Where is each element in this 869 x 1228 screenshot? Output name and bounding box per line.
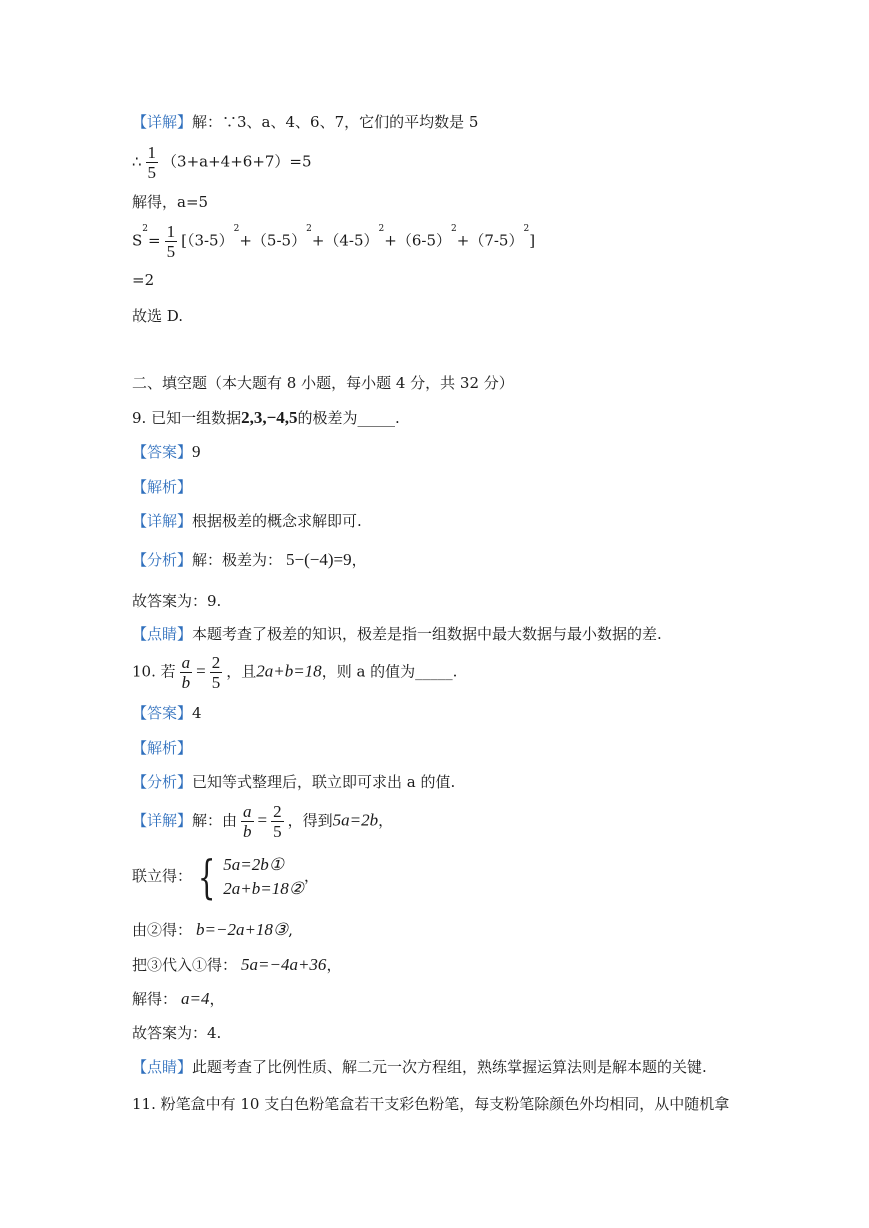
section-tag: 【详解】	[132, 113, 193, 131]
section-tag: 【分析】	[132, 551, 193, 569]
equals-sign: =	[257, 810, 268, 830]
line-text-tail: ，	[209, 990, 225, 1008]
fraction-numerator: a	[181, 653, 191, 672]
solution-line	[132, 306, 183, 326]
answer-line	[132, 703, 202, 723]
line-text: 11. 粉笔盒中有 10 支白色粉笔盒若干支彩色粉笔，每支粉笔除颜色外均相同，从中随机拿	[132, 1095, 730, 1113]
line-text-tail: ，	[378, 811, 394, 830]
line-text: 联立得：	[132, 867, 193, 885]
solution-line	[132, 591, 221, 611]
line-text: 由②得：	[132, 921, 193, 939]
solution-line	[132, 112, 478, 132]
term: ]	[529, 231, 536, 250]
fraction	[210, 653, 223, 692]
question-9	[132, 408, 400, 428]
section-tag: 【详解】	[132, 811, 193, 830]
answer-value: 4	[192, 704, 202, 722]
equals-sign: =	[196, 661, 206, 681]
solution-line	[132, 192, 208, 212]
answer-value: 9	[192, 442, 201, 461]
section-tag: 【解析】	[132, 478, 193, 496]
fraction-numerator: 2	[273, 802, 282, 821]
fraction-denominator: b	[181, 673, 191, 692]
math-expression: a=4	[181, 989, 210, 1008]
line-text: 二、填空题（本大题有 8 小题，每小题 4 分，共 32 分）	[132, 374, 514, 392]
line-text: 已知等式整理后，联立即可求出 a 的值.	[192, 773, 456, 791]
equals-sign: =	[148, 231, 161, 250]
line-text-tail: ，则 a 的值为_____.	[321, 662, 458, 681]
superscript: 2	[142, 224, 149, 234]
fraction-denominator: 5	[211, 673, 221, 692]
answer-line	[132, 442, 201, 462]
variance-line	[132, 222, 535, 261]
solution-line	[132, 989, 225, 1009]
fraction-denominator: b	[243, 822, 252, 841]
fraction	[146, 143, 159, 182]
superscript: 2	[233, 224, 240, 234]
fraction-denominator: 5	[166, 242, 176, 261]
section-tag: 【答案】	[132, 704, 193, 722]
solution-line	[132, 772, 455, 792]
line-text: 9. 已知一组数据	[132, 409, 242, 427]
superscript: 2	[306, 224, 312, 234]
equation-system	[223, 853, 304, 901]
section-tag: 【解析】	[132, 739, 193, 757]
solution-line	[132, 802, 393, 841]
superscript: 2	[378, 224, 385, 234]
fraction	[165, 222, 178, 261]
term: +（5-5）	[239, 231, 307, 250]
solution-line	[132, 270, 154, 290]
solution-line	[132, 1023, 221, 1043]
line-text-tail: ,	[288, 921, 293, 939]
superscript: 2	[451, 224, 457, 234]
fraction-numerator: a	[243, 802, 252, 821]
equation-system-line	[132, 850, 319, 904]
math-expression: 5a=2b	[332, 810, 379, 830]
section-heading	[132, 373, 514, 393]
term: +（7-5）	[456, 231, 524, 250]
equation-1: 5a=2b①	[223, 855, 285, 874]
fraction-numerator: 1	[147, 143, 157, 162]
section-tag: 【点睛】	[132, 625, 193, 643]
section-tag: 【详解】	[132, 512, 193, 530]
equation-2: 2a+b=18②	[223, 879, 304, 898]
section-tag: 【分析】	[132, 773, 193, 791]
line-text-tail: 的极差为_____.	[297, 409, 400, 427]
line-text-tail: ，	[303, 867, 319, 885]
math-expression: b=−2a+18③	[196, 920, 289, 939]
data-set: 2,3,−4,5	[241, 408, 298, 427]
line-text: 解：∵3、a、4、6、7，它们的平均数是 5	[192, 113, 479, 131]
brace-symbol: {	[197, 850, 216, 904]
line-text: 把③代入①得：	[132, 956, 238, 974]
fraction-denominator: 5	[273, 822, 282, 841]
math-expression: 5−(−4)=9	[286, 550, 352, 569]
line-text: 解：极差为：	[192, 551, 283, 569]
math-expression: 2a+b=18	[256, 661, 322, 681]
line-text: 10. 若	[132, 662, 176, 681]
question-11	[132, 1094, 729, 1114]
superscript: 2	[523, 224, 530, 234]
term: +（4-5）	[311, 231, 379, 250]
solution-line	[132, 143, 312, 182]
fraction-numerator: 2	[211, 653, 221, 672]
solution-line	[132, 511, 362, 531]
variance-symbol: S	[132, 231, 143, 250]
line-text-mid: ，得到	[287, 811, 333, 830]
therefore-symbol: ∴	[132, 152, 142, 171]
solution-line	[132, 920, 293, 940]
line-text: 根据极差的概念求解即可.	[192, 512, 362, 530]
math-expression: 5a=−4a+36	[241, 955, 327, 974]
term: +（6-5）	[384, 231, 452, 250]
line-text: 故选 D.	[132, 307, 184, 325]
fraction	[241, 802, 254, 841]
line-text: 解：由	[192, 811, 238, 830]
term: [（3-5）	[181, 231, 234, 250]
solution-line	[132, 955, 341, 975]
line-text: （3+a+4+6+7）=5	[162, 152, 312, 171]
section-tag: 【点睛】	[132, 1058, 193, 1076]
line-text: 本题考查了极差的知识，极差是指一组数据中最大数据与最小数据的差.	[192, 625, 662, 643]
section-tag: 【答案】	[132, 443, 193, 461]
question-10	[132, 653, 457, 692]
line-text: 此题考查了比例性质、解二元一次方程组，熟练掌握运算法则是解本题的关键.	[192, 1058, 707, 1076]
line-text-tail: ，	[326, 956, 342, 974]
line-text-mid: ，且	[226, 662, 257, 681]
line-text: =2	[132, 271, 155, 289]
analysis-line	[132, 738, 192, 758]
fraction-denominator: 5	[147, 163, 157, 182]
comment-line	[132, 624, 662, 644]
fraction-numerator: 1	[166, 222, 176, 241]
line-text: 解得：	[132, 990, 178, 1008]
analysis-line	[132, 477, 192, 497]
fraction	[271, 802, 284, 841]
solution-line	[132, 550, 367, 570]
comment-line	[132, 1057, 707, 1077]
line-text: 解得，a=5	[132, 193, 209, 211]
line-text: 故答案为：9.	[132, 592, 222, 610]
line-text-tail: ，	[351, 551, 367, 569]
fraction	[180, 653, 193, 692]
line-text: 故答案为：4.	[132, 1024, 222, 1042]
